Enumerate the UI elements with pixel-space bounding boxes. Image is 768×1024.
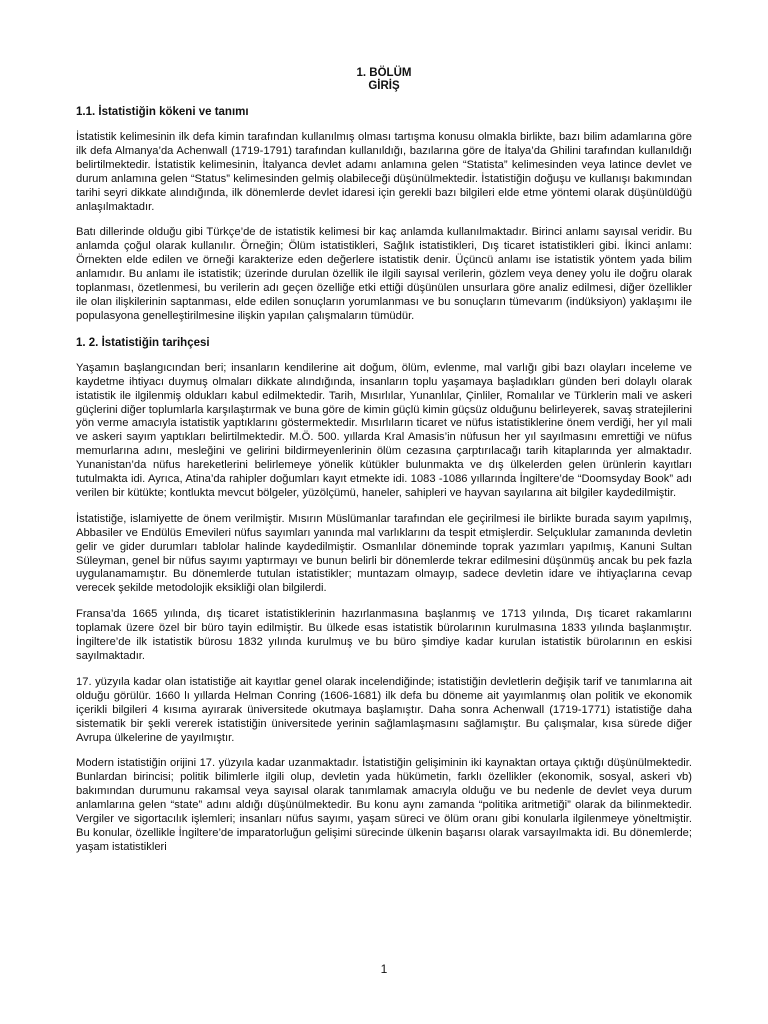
section-heading: 1.1. İstatistiğin kökeni ve tanımı xyxy=(76,106,249,118)
paragraph: İstatistik kelimesinin ilk defa kimin tarafından kullanılmış olması tartışma konusu olmakla birlikte, bazı bilim adamlarına göre ilk defa Almanya’da Achenwall (1719-1791) tarafından kullanıldığı, bazılarına göre de İtalya’da Ghilini tarafından kullanıldığı belirtilmektedir. İstatistik kelimesinin, İtalyanca devlet adamı anlamına gelen “Statista” kelimesinden veya latince devlet ve durum anlamına gelen “Status” kelimesinden gelmiş olabileceği düşünülmektedir. İstatistiğin doğuşu ve kullanışı bakımından tarihi seyri dikkate alındığında, ilk dönemlerde devlet idaresi için gerekli bazı bilgileri elde etme yöntemi olarak düşünüldüğü anlaşılmaktadır. xyxy=(76,131,692,213)
chapter-number: 1. BÖLÜM xyxy=(356,67,412,79)
paragraph: 17. yüzyıla kadar olan istatistiğe ait kayıtlar genel olarak incelendiğinde; istatistiğin devletlerin değişik tarif ve tanımlarına ait olduğu görülür. 1660 lı yıllarda Helman Conring (1606-1681) ilk defa bu döneme ait yayımlanmış olan politik ve ekonomik içerikli bilgileri 4 kısıma ayırarak üniversitede okutmaya başlamıştır. Daha sonra Achenwall (1719-1771) istatistiğe daha sistematik bir şekli vererek istatistiğin üniversitede yerinin sağlamlaşmasını sağlamıştır. Bu çalışmalar, kısa sürede diğer Avrupa ülkelerine de yayılmıştır. xyxy=(76,675,692,744)
paragraph: Modern istatistiğin orijini 17. yüzyıla kadar uzanmaktadır. İstatistiğin gelişiminin iki kaynaktan ortaya çıktığı düşünülmektedir. Bunlardan birincisi; politik bilimlerle ilgili olup, devletin yada hükümetin, farklı özellikler (ekonomik, sosyal, askeri vb) bakımından durumunu rakamsal veya sayısal olarak tanımlamak amacıyla olduğu ve bu nedenle de devlet veya durum anlamlarına gelen “state” adını aldığı düşünülmektedir. Bu konu aynı zamanda “politika aritmetiği” olarak da bilinmektedir. Vergiler ve sigortacılık işlemleri; insanları nüfus sayımı, yaşam süreci ve ölüm oranı gibi konularla ilgilenmeye yöneltmiştir. Bu konular, özellikle İngiltere’de imparatorluğun gelişimi sürecinde ülkenin başarısı olarak varsayılmakta idi. Bu dönemlerde; yaşam istatistikleri xyxy=(76,757,692,853)
paragraph: İstatistiğe, islamiyette de önem verilmiştir. Mısırın Müslümanlar tarafından ele geçirilmesi ile birlikte burada sayım yapılmış, Abbasiler ve Endülüs Emevileri nüfus sayımları yanında mal varlıklarını da tespit etmişlerdir. Selçuklular zamanında devletin gelir ve gider durumları tablolar halinde kaydedilmiştir. Osmanlılar döneminde toprak yazımları yapılmış, Kanuni Sultan Süleyman, genel bir nüfus sayımı yaptırmayı ve bunun belirli bir dönemlerde tekrar edilmesini düşünmüş ancak bu pek fazla uygulanamamıştır. Bu dönemlerde tutulan istatistikler; muntazam olmayıp, sadece devletin idare ve ihtiyaçlarına cevap verecek şekilde metodolojik eksikliği olan bilgilerdi. xyxy=(76,512,692,595)
section-heading: 1. 2. İstatistiğin tarihçesi xyxy=(76,336,210,349)
chapter-heading xyxy=(76,67,692,93)
chapter-title: GİRİŞ xyxy=(368,80,400,92)
page-number: 1 xyxy=(380,962,388,976)
section-1-2 xyxy=(76,336,692,855)
paragraph: Batı dillerinde olduğu gibi Türkçe’de de istatistik kelimesi bir kaç anlamda kullanılmaktadır. Birinci anlamı sayısal veridir. Bu anlamda çoğul olarak kullanılır. Örneğin; Ölüm istatistikleri, Sağlık istatistikleri, Dış ticaret istatistikleri gibi. İkinci anlamı: Örnekten elde edilen ve örneği karakterize eden değerlere istatistik denir. Üçüncü anlamı ise istatistik yöntem yada bilim anlamıdır. Bu anlamı ile istatistik; üzerinde durulan özellik ile ilgili sayısal verilerin, gözlem veya deney yolu ile doğru olarak toplanması, özetlenmesi, bu verilerin adı geçen özelliğe etki ettiği düşünülen unsurlara göre analiz edilmesi, diğer özellikler ile olan ilişkilerinin saptanması, elde edilen sonuçların yorumlanması ve bu sonuçların tümevarım (indüksiyon) yaklaşımı ile populasyona genelleştirilmesine ilişkin yapılan çalışmaların tümüdür. xyxy=(76,226,692,322)
paragraph: Yaşamın başlangıcından beri; insanların kendilerine ait doğum, ölüm, evlenme, mal varlığı gibi bazı olayları inceleme ve kaydetme ihtiyacı duymuş olmaları dikkate alındığında, insanların toplu yaşamaya başladıkları günden beri dolaylı olarak istatistik ile ilgilenmiş oldukları kabul edilmektedir. Tarih, Mısırlılar, Yunanlılar, Çinliler, Romalılar ve Türklerin mali ve askeri güçlerini diğer toplumlarla karşılaştırmak ve buna göre de kimin güçlü kimin güçsüz olduğunu belirleyerek, savaş stratejilerini yön verme amacıyla istatistik yaptıklarını göstermektedir. Mısırlıların ticaret ve nüfus istatistiklerine önem verdiği, her yıl mali ve askeri sayım yaptıkları belirtilmektedir. M.Ö. 500. yıllarda Kral Amasis’in nüfusun her yıl sayılmasını emrettiği ve nüfus memurlarına adını, mesleğini ve gelirini bildirmeyenlerinin ölüm cezasına çarptırılacağı tarih kitaplarında yer almaktadır. Yunanistan’da nüfus hareketlerini belirlemeye yönelik kütükler bulunmakta ve dış ülkelerden gelen ürünlerin kayıtları tutulmakta idi. Ayrıca, Atina’da rahipler doğumları kayıt etmekte idi. 1083 -1086 yıllarında İngiltere’de “Doomsyday Book” adı verilen bir kütükte; kontlukta mevcut bölgeler, yüzölçümü, haneler, sahipleri ve hayvan sayılarına ait bilgiler kaydedilmiştir. xyxy=(76,361,692,499)
section-1-1 xyxy=(76,105,692,324)
paragraph: Fransa’da 1665 yılında, dış ticaret istatistiklerinin hazırlanmasına başlanmış ve 1713 yılında, Dış ticaret rakamlarını toplamak üzere özel bir büro tayin edilmiştir. Bu ülkede esas istatistik bürolarının kurulmasına 1833 yılında başlanmıştır. İngiltere’de ilk istatistik bürosu 1832 yılında kurulmuş ve bu büro şimdiye kadar kurulan istatistik bürolarının en eskisi sayılmaktadır. xyxy=(76,608,692,662)
